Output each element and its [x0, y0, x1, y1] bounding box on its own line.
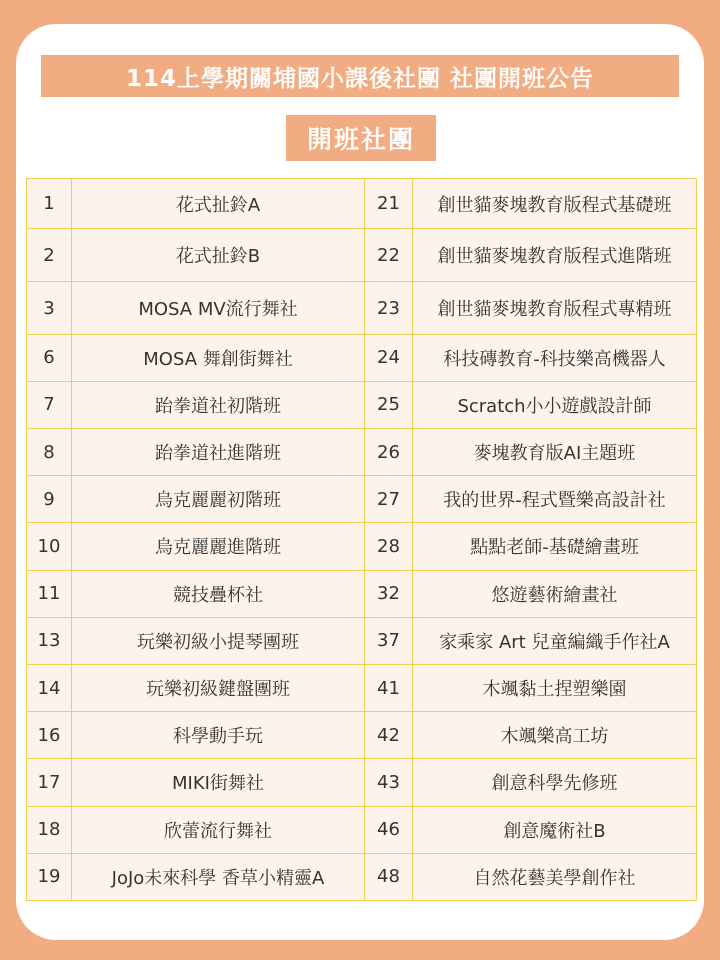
- club-name: 家乘家 Art 兒童編織手作社A: [413, 617, 697, 664]
- club-name: 麥塊教育版AI主題班: [413, 429, 697, 476]
- club-number: 26: [365, 429, 413, 476]
- club-number: 27: [365, 476, 413, 523]
- club-number: 32: [365, 570, 413, 617]
- club-name: 科技磚教育-科技樂高機器人: [413, 334, 697, 381]
- club-name: 悠遊藝術繪畫社: [413, 570, 697, 617]
- club-name: JoJo未來科學 香草小精靈A: [72, 853, 365, 900]
- club-number: 23: [365, 282, 413, 334]
- club-number: 43: [365, 759, 413, 806]
- club-number: 1: [27, 179, 72, 229]
- club-number: 25: [365, 381, 413, 428]
- club-name: 創意科學先修班: [413, 759, 697, 806]
- club-number: 3: [27, 282, 72, 334]
- club-row: [27, 429, 697, 476]
- announcement-title: 114上學期關埔國小課後社團 社團開班公告: [41, 55, 679, 97]
- club-number: 10: [27, 523, 72, 570]
- club-number: 2: [27, 229, 72, 282]
- club-row: [27, 806, 697, 853]
- club-name: 花式扯鈴B: [72, 229, 365, 282]
- club-number: 19: [27, 853, 72, 900]
- club-number: 16: [27, 712, 72, 759]
- club-row: [27, 381, 697, 428]
- club-row: [27, 523, 697, 570]
- club-name: MOSA MV流行舞社: [72, 282, 365, 334]
- club-table: [26, 178, 697, 901]
- club-row: [27, 664, 697, 711]
- club-name: 創世貓麥塊教育版程式進階班: [413, 229, 697, 282]
- club-row: [27, 570, 697, 617]
- club-number: 6: [27, 334, 72, 381]
- club-row: [27, 712, 697, 759]
- club-number: 42: [365, 712, 413, 759]
- club-name: 烏克麗麗進階班: [72, 523, 365, 570]
- club-name: 烏克麗麗初階班: [72, 476, 365, 523]
- club-number: 28: [365, 523, 413, 570]
- club-number: 14: [27, 664, 72, 711]
- club-number: 48: [365, 853, 413, 900]
- club-row: [27, 334, 697, 381]
- club-name: Scratch小小遊戲設計師: [413, 381, 697, 428]
- club-name: 創世貓麥塊教育版程式基礎班: [413, 179, 697, 229]
- club-number: 41: [365, 664, 413, 711]
- club-number: 37: [365, 617, 413, 664]
- club-name: 玩樂初級小提琴團班: [72, 617, 365, 664]
- club-number: 9: [27, 476, 72, 523]
- club-name: 跆拳道社進階班: [72, 429, 365, 476]
- section-heading: 開班社團: [286, 115, 436, 161]
- club-number: 21: [365, 179, 413, 229]
- club-table-body: [27, 179, 697, 901]
- club-name: 跆拳道社初階班: [72, 381, 365, 428]
- club-name: 我的世界-程式暨樂高設計社: [413, 476, 697, 523]
- club-name: 自然花藝美學創作社: [413, 853, 697, 900]
- club-row: [27, 853, 697, 900]
- club-number: 7: [27, 381, 72, 428]
- club-number: 24: [365, 334, 413, 381]
- club-name: 創世貓麥塊教育版程式專精班: [413, 282, 697, 334]
- club-row: [27, 229, 697, 282]
- club-name: 木颯樂高工坊: [413, 712, 697, 759]
- club-number: 13: [27, 617, 72, 664]
- club-number: 46: [365, 806, 413, 853]
- club-number: 11: [27, 570, 72, 617]
- club-number: 18: [27, 806, 72, 853]
- club-number: 17: [27, 759, 72, 806]
- club-name: MOSA 舞創街舞社: [72, 334, 365, 381]
- club-name: 競技疊杯社: [72, 570, 365, 617]
- club-name: 點點老師-基礎繪畫班: [413, 523, 697, 570]
- club-row: [27, 759, 697, 806]
- club-row: [27, 179, 697, 229]
- club-name: 欣蕾流行舞社: [72, 806, 365, 853]
- club-row: [27, 617, 697, 664]
- club-name: MIKI街舞社: [72, 759, 365, 806]
- club-number: 8: [27, 429, 72, 476]
- club-name: 創意魔術社B: [413, 806, 697, 853]
- club-name: 玩樂初級鍵盤團班: [72, 664, 365, 711]
- club-name: 科學動手玩: [72, 712, 365, 759]
- club-name: 木颯黏土捏塑樂園: [413, 664, 697, 711]
- club-number: 22: [365, 229, 413, 282]
- club-row: [27, 282, 697, 334]
- club-row: [27, 476, 697, 523]
- club-name: 花式扯鈴A: [72, 179, 365, 229]
